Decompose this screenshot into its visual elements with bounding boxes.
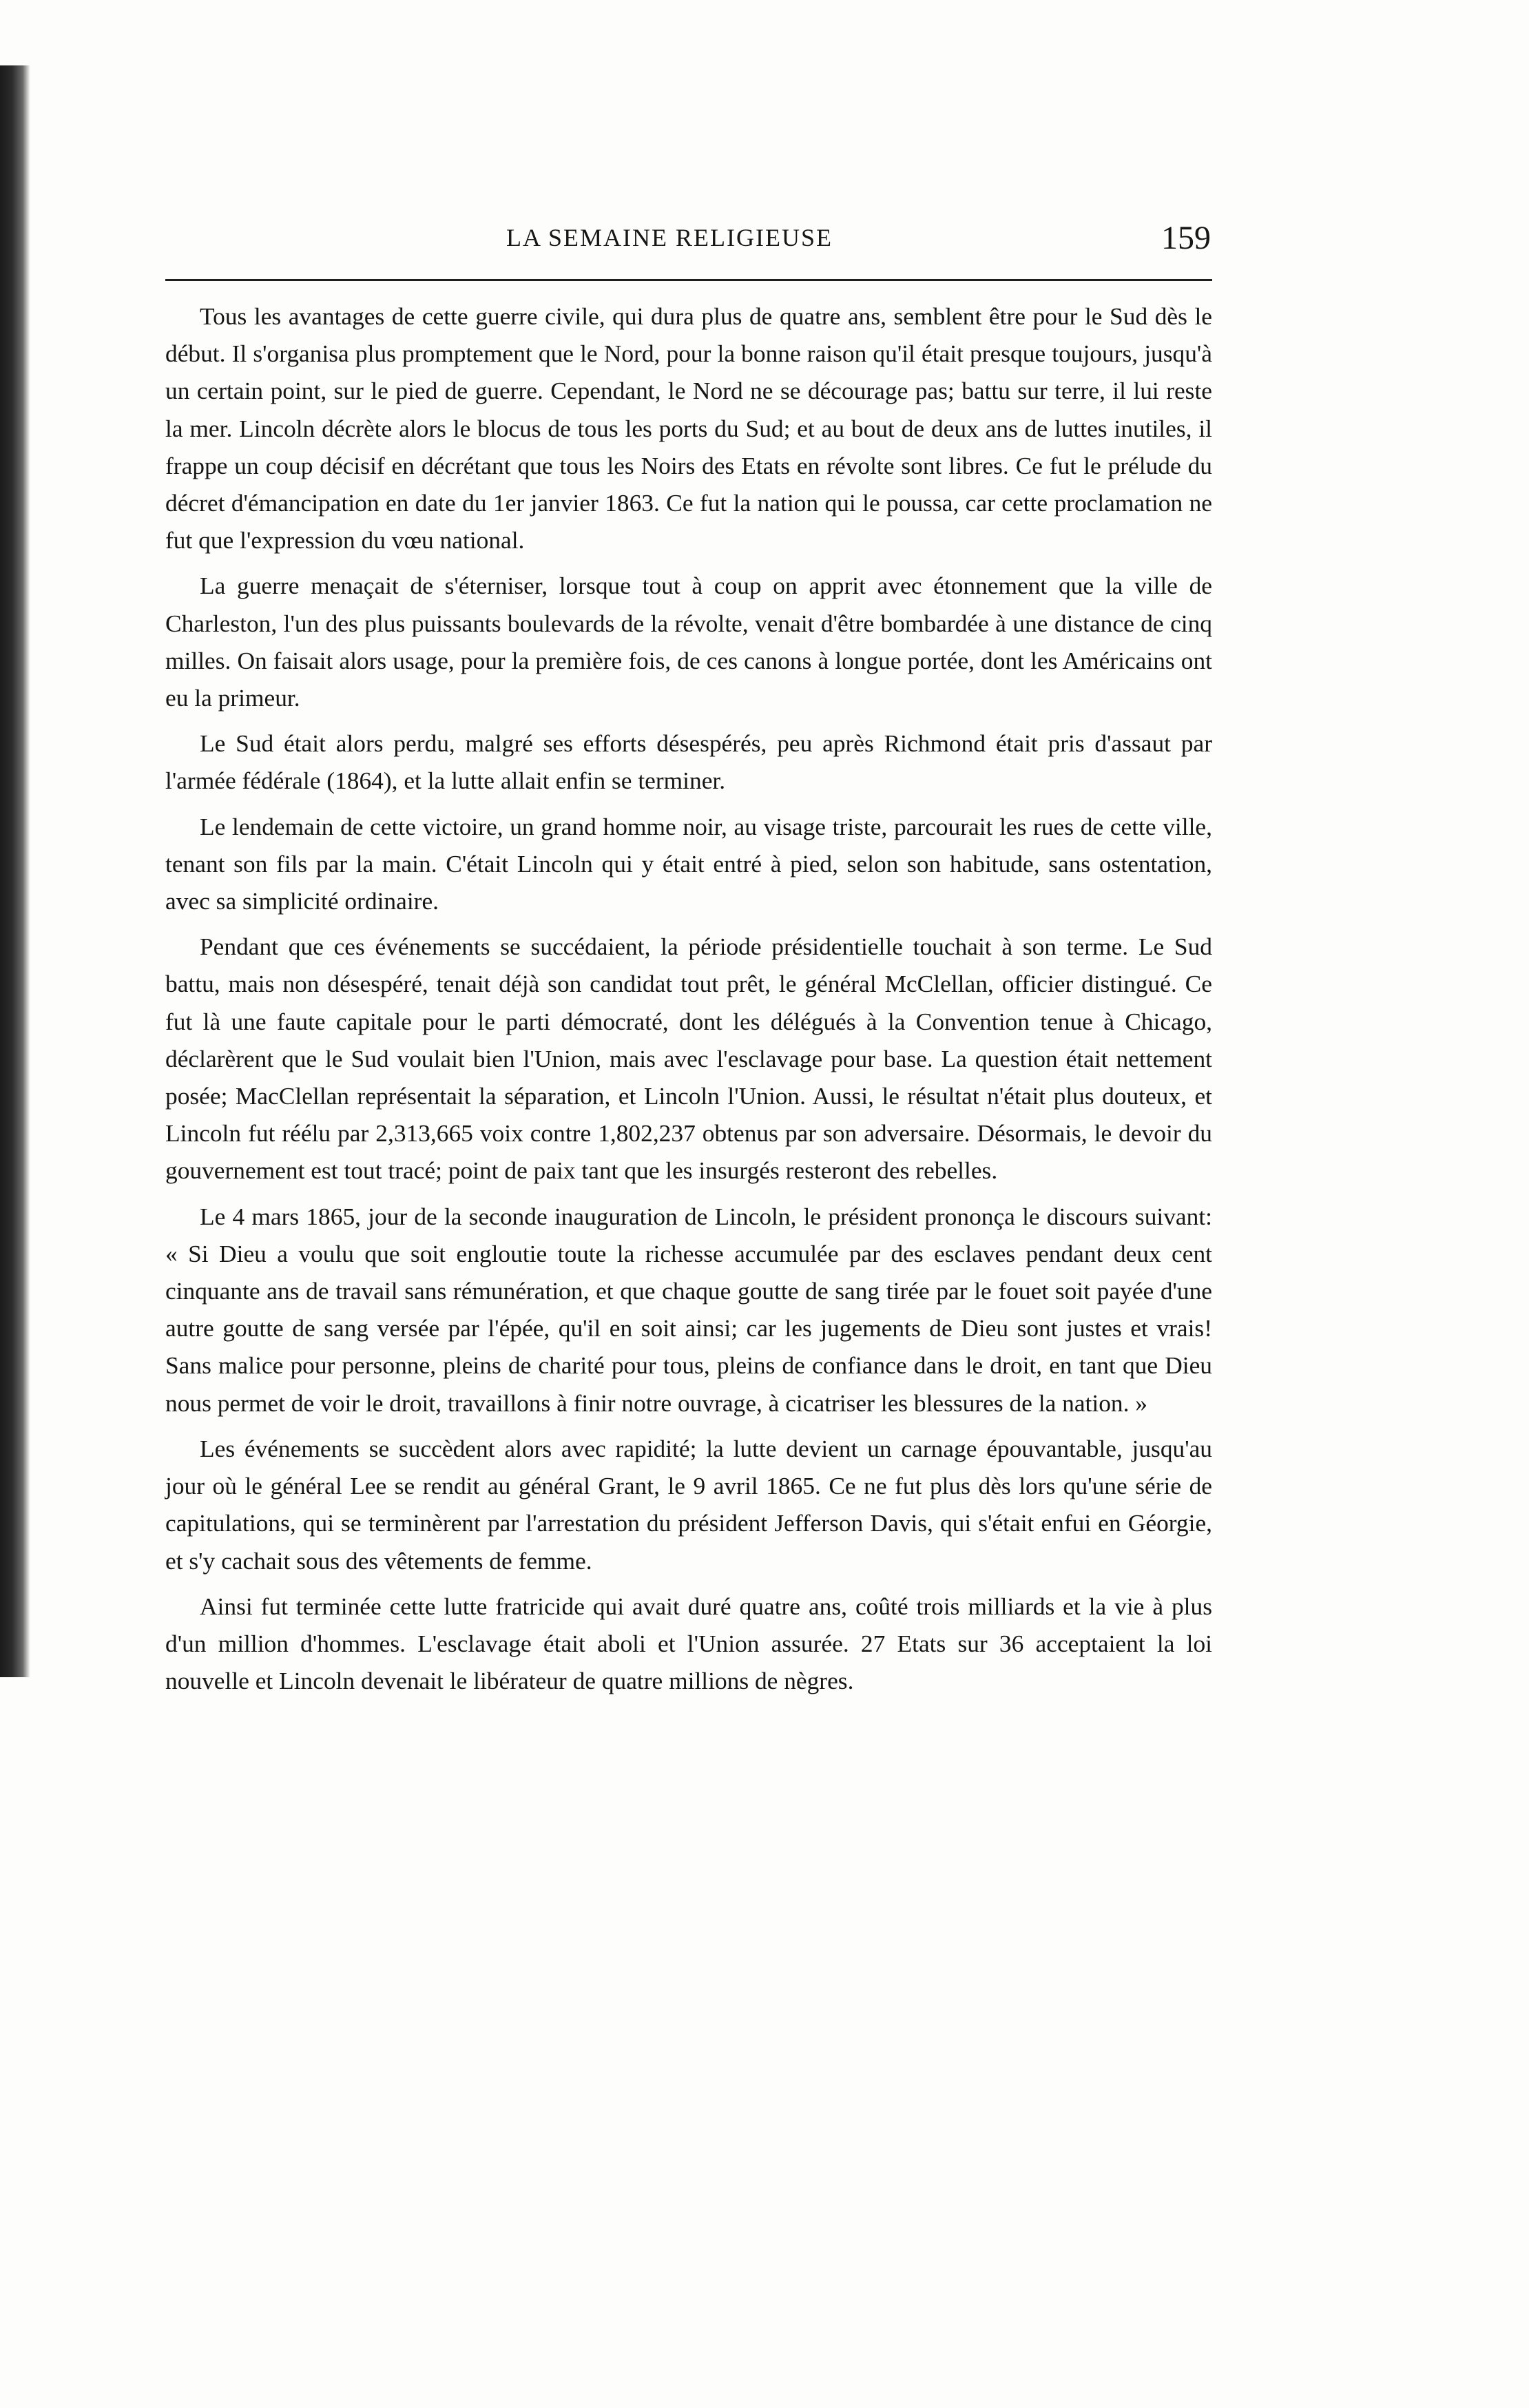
paragraph-lincoln-in-richmond: Le lendemain de cette victoire, un grand homme noir, au visage triste, parcourait les rues de cette ville, tenant son fils par la main. C'était Lincoln qui y était entré à pied, selon son habitude, sans ostentation, avec sa simplicité ordinaire. [165, 812, 1212, 915]
body-text [165, 298, 1212, 1708]
page-header [165, 219, 1212, 267]
paragraph-surrender: Les événements se succèdent alors avec rapidité; la lutte devient un carnage épouvantable, jusqu'au jour où le général Lee se rendit au général Grant, le 9 avril 1865. Ce ne fut plus dès lors qu'une série de capitulations, qui se terminèrent par l'arrestation du président Jefferson Davis, qui s'était enfui en Géorgie, et s'y cachait sous des vêtements de femme. [165, 1434, 1212, 1575]
page-number: 159 [1161, 220, 1211, 256]
paragraph-conclusion: Ainsi fut terminée cette lutte fratricide qui avait duré quatre ans, coûté trois milliards et la vie à plus d'un million d'hommes. L'esclavage était aboli et l'Union assurée. 27 Etats sur 36 acceptaient la loi nouvelle et Lincoln devenait le libérateur de quatre millions de nègres. [165, 1592, 1212, 1695]
paragraph-civil-war-advantages: Tous les avantages de cette guerre civile, qui dura plus de quatre ans, semblent être pour le Sud dès le début. Il s'organisa plus promptement que le Nord, pour la bonne raison qu'il était presque toujours, jusqu'à un certain point, sur le pied de guerre. Cependant, le Nord ne se décourage pas; battu sur terre, il lui reste la mer. Lincoln décrète alors le blocus de tous les ports du Sud; et au bout de deux ans de luttes inutiles, il frappe un coup décisif en décrétant que tous les Noirs des Etats en révolte sont libres. Ce fut le prélude du décret d'émancipation en date du 1er janvier 1863. Ce fut la nation qui le poussa, car cette proclamation ne fut que l'expression du vœu national. [165, 302, 1212, 554]
paragraph-reelection: Pendant que ces événements se succédaient, la période présidentielle touchait à son terme. Le Sud battu, mais non désespéré, tenait déjà son candidat tout prêt, le général McClellan, officier distingué. Ce fut là une faute capitale pour le parti démocraté, dont les délégués à la Convention tenue à Chicago, déclarèrent que le Sud voulait bien l'Union, mais avec l'esclavage pour base. La question était nettement posée; MacClellan représentait la séparation, et Lincoln l'Union. Aussi, le résultat n'était plus douteux, et Lincoln fut réélu par 2,313,665 voix contre 1,802,237 obtenus par son adversaire. Désormais, le devoir du gouvernement est tout tracé; point de paix tant que les insurgés resteront des rebelles. [165, 933, 1212, 1185]
header-rule [165, 279, 1212, 281]
paragraph-second-inauguration: Le 4 mars 1865, jour de la seconde inauguration de Lincoln, le président prononça le discours suivant: « Si Dieu a voulu que soit engloutie toute la richesse accumulée par des esclaves pendant deux cent cinquante ans de travail sans rémunération, et que chaque goutte de sang tirée par le fouet soit payée d'une autre goutte de sang versée par l'épée, qu'il en soit ainsi; car les jugements de Dieu sont justes et vrais! Sans malice pour personne, pleins de charité pour tous, pleins de confiance dans le droit, en tant que Dieu nous permet de voir le droit, travaillons à finir notre ouvrage, à cicatriser les blessures de la nation. » [165, 1202, 1212, 1417]
running-title: LA SEMAINE RELIGIEUSE [506, 224, 833, 251]
paragraph-richmond: Le Sud était alors perdu, malgré ses efforts désespérés, peu après Richmond était pris d'assaut par l'armée fédérale (1864), et la lutte allait enfin se terminer. [165, 729, 1212, 795]
paragraph-charleston: La guerre menaçait de s'éterniser, lorsque tout à coup on apprit avec étonnement que la ville de Charleston, l'un des plus puissants boulevards de la révolte, venait d'être bombardée à une distance de cinq milles. On faisait alors usage, pour la première fois, de ces canons à longue portée, dont les Américains ont eu la primeur. [165, 572, 1212, 712]
binding-shadow [0, 65, 30, 1677]
